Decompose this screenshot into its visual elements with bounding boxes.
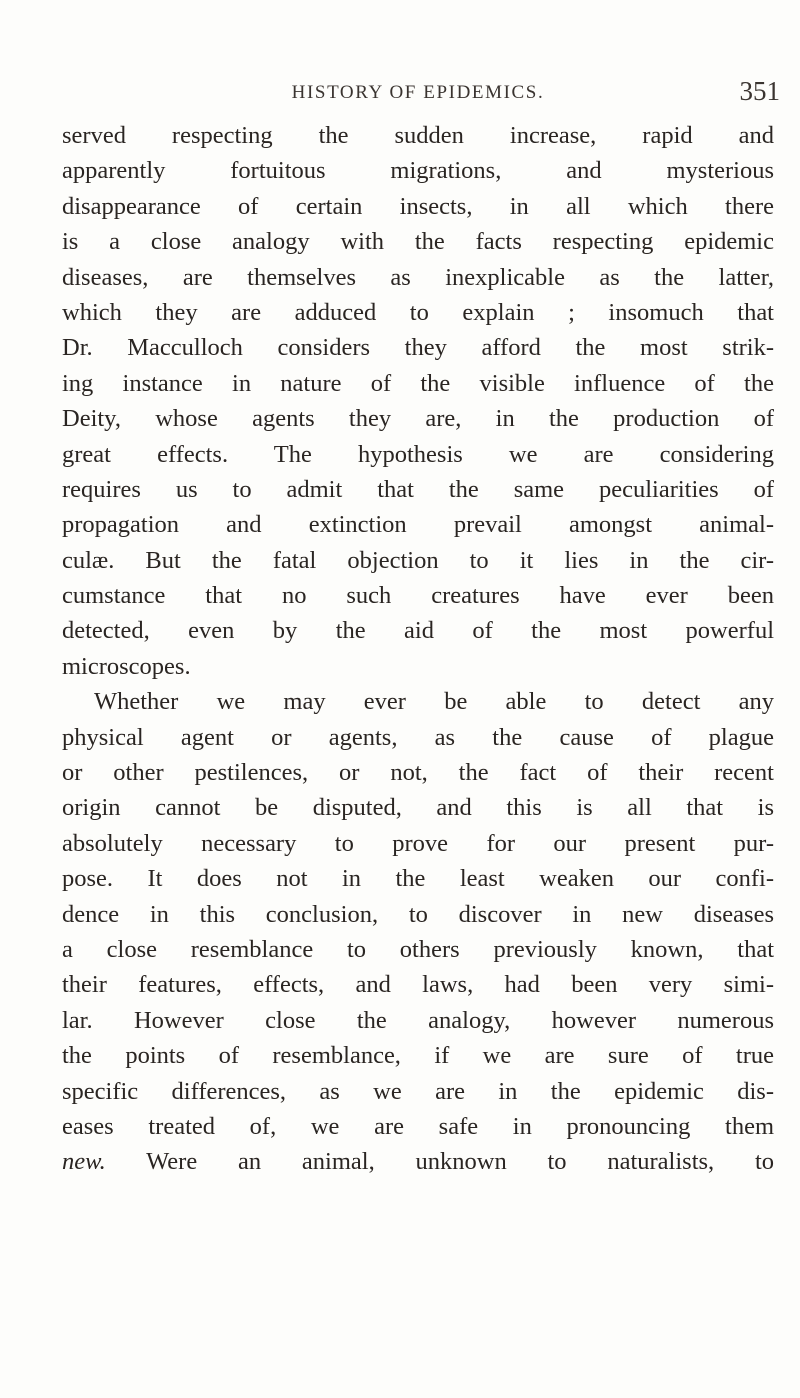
text-line: detected, even by the aid of the most powerful [62, 617, 774, 645]
text-line: ing instance in nature of the visible influence of the [62, 369, 774, 397]
text-line: culæ. But the fatal objection to it lies in the cir- [62, 546, 774, 574]
text-line: great effects. The hypothesis we are considering [62, 440, 774, 468]
text-line: origin cannot be disputed, and this is all that is [62, 794, 774, 822]
text-line: or other pestilences, or not, the fact of their recent [62, 759, 774, 787]
text-line: which they are adduced to explain ; insomuch that [62, 298, 774, 326]
text-line: propagation and extinction prevail amongst animal- [62, 511, 774, 539]
text-line: eases treated of, we are safe in pronouncing them [62, 1112, 774, 1140]
body-text [62, 118, 774, 1180]
paragraph-end-line: microscopes. [62, 652, 191, 680]
italic-word: new. [62, 1148, 106, 1176]
text-line: cumstance that no such creatures have ever been [62, 582, 774, 610]
text-line: diseases, are themselves as inexplicable as the latter, [62, 263, 774, 291]
text-line: pose. It does not in the least weaken our confi- [62, 865, 774, 893]
text-line: is a close analogy with the facts respecting epidemic [62, 228, 774, 256]
final-line-rest: Were an animal, unknown to naturalists, to [146, 1148, 774, 1176]
text-line: the points of resemblance, if we are sure of true [62, 1042, 774, 1070]
text-line: apparently fortuitous migrations, and mysterious [62, 157, 774, 185]
text-line: absolutely necessary to prove for our present pur- [62, 829, 774, 857]
page-number: 351 [739, 76, 780, 106]
final-text-line [62, 1144, 774, 1179]
running-head [62, 76, 780, 110]
text-line: served respecting the sudden increase, rapid and [62, 122, 774, 149]
text-line: their features, effects, and laws, had been very simi- [62, 971, 774, 999]
text-line: dence in this conclusion, to discover in new diseases [62, 900, 774, 928]
text-line: physical agent or agents, as the cause of plague [62, 723, 774, 751]
text-line: Deity, whose agents they are, in the production of [62, 405, 774, 433]
text-line: a close resemblance to others previously known, that [62, 935, 774, 963]
text-line: Dr. Macculloch considers they afford the most strik- [62, 334, 774, 362]
text-line: specific differences, as we are in the epidemic dis- [62, 1077, 774, 1105]
running-title: HISTORY OF EPIDEMICS. [291, 82, 545, 103]
text-line: requires us to admit that the same peculiarities of [62, 475, 774, 503]
paragraph-start-line: Whether we may ever be able to detect any [94, 688, 774, 716]
text-line: lar. However close the analogy, however numerous [62, 1006, 774, 1034]
text-line: disappearance of certain insects, in all which there [62, 192, 774, 220]
